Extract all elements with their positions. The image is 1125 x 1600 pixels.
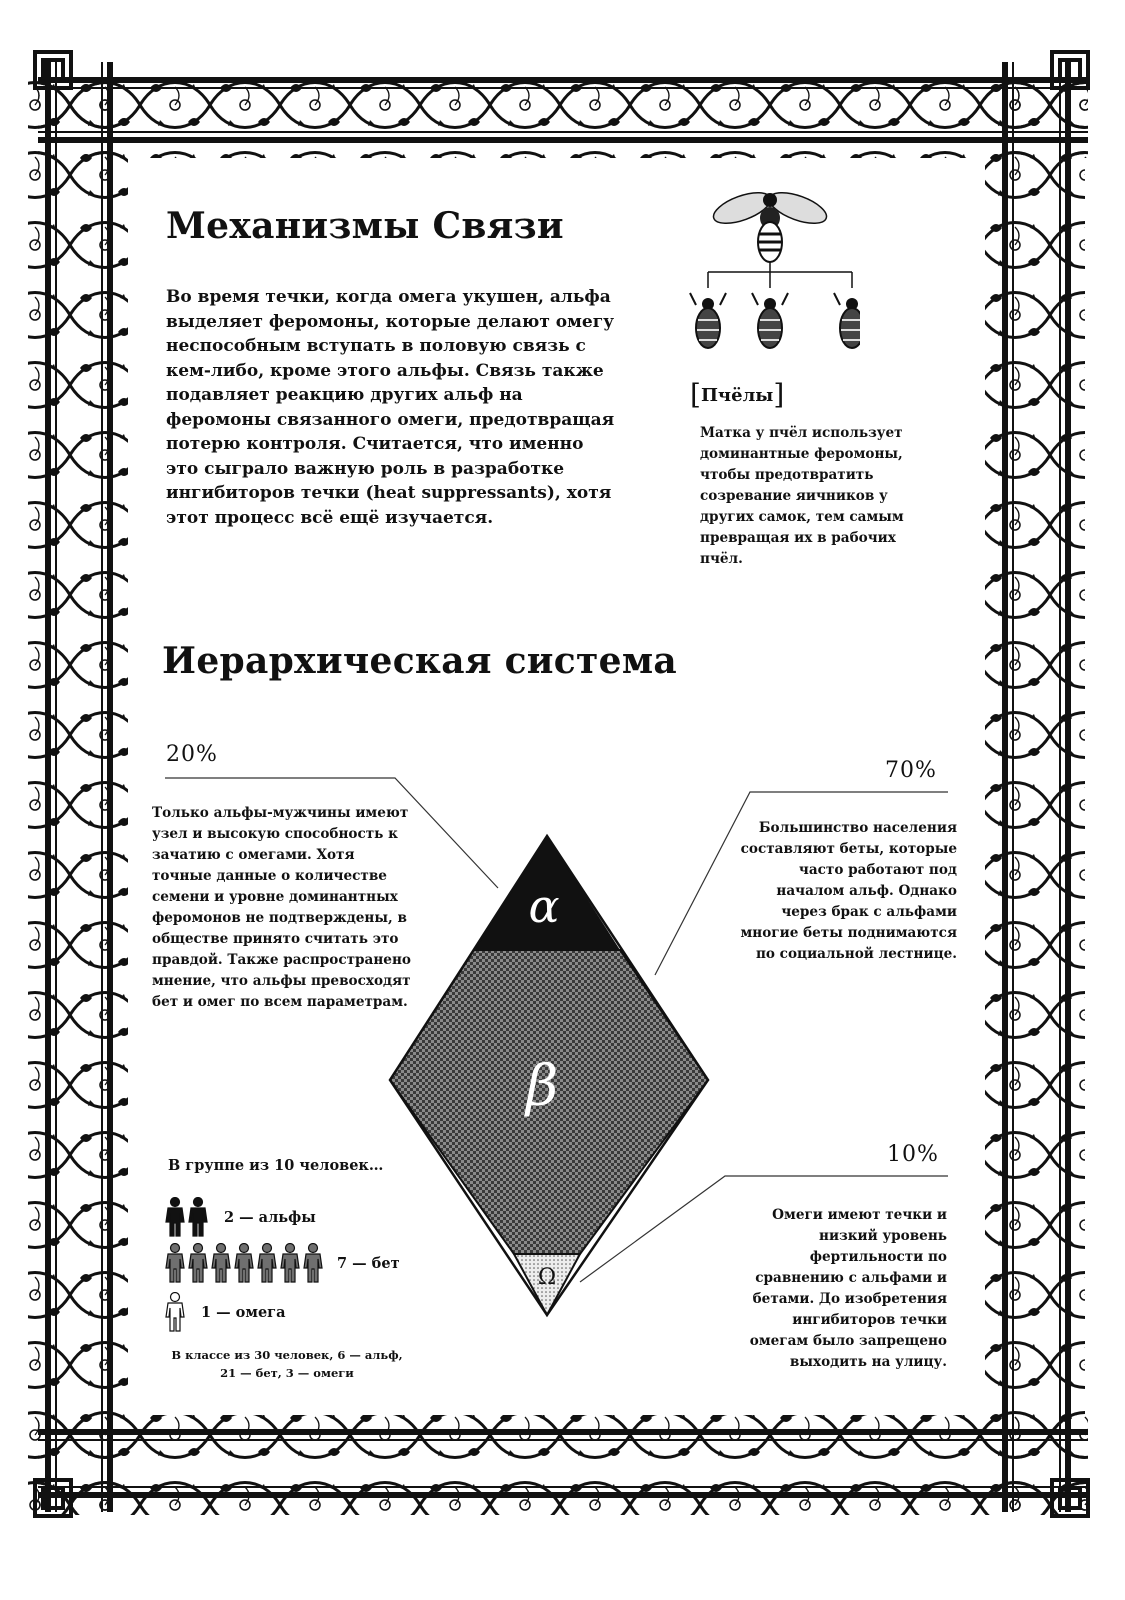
worker-bee-icon <box>834 293 860 348</box>
legend-row-omega <box>164 1292 285 1332</box>
group-heading: В группе из 10 человек… <box>168 1157 384 1174</box>
omega-description: Омеги имеют течки и низкий уровень фертильности по сравнению с альфами и бетами. До изобретения ингибиторов течки омегам было запрещено выходить на улицу. <box>749 1207 947 1370</box>
worker-bee-icon <box>690 293 726 348</box>
person-icon <box>233 1243 255 1283</box>
person-icon <box>302 1243 324 1283</box>
alpha-percent: 20% <box>166 742 218 767</box>
person-icon <box>256 1243 278 1283</box>
beta-symbol: β <box>525 1054 559 1119</box>
frame-right-band <box>985 62 1085 1512</box>
bees-paragraph: Матка у пчёл использует доминантные феромоны, чтобы предотвратить созревание яичников у других самок, тем самым превращая их в рабочих пчёл. <box>700 425 904 567</box>
beta-percent: 70% <box>885 758 937 783</box>
person-icon <box>164 1197 186 1237</box>
frame-left-band <box>28 62 128 1512</box>
alpha-description: Только альфы-мужчины имеют узел и высокую способность к зачатию с омегами. Хотя точные данные о количестве семени и уровне доминантных феромонов не подтверждены, в обществе принято считать это правдой. Также распространено мнение, что альфы превосходят бет и омег по всем параметрам. <box>152 805 411 1010</box>
section-title-hierarchy: Иерархическая система <box>162 640 678 682</box>
omega-symbol: Ω <box>537 1265 557 1290</box>
legend-alpha-label: 2 — альфы <box>224 1208 316 1226</box>
alpha-symbol: α <box>528 879 560 933</box>
person-icon <box>164 1292 186 1332</box>
queen-bee-icon <box>710 186 831 262</box>
person-icon <box>187 1197 209 1237</box>
beta-description: Большинство населения составляют беты, которые часто работают под началом альф. Однако через брак с альфами многие беты поднимаются по социальной лестнице. <box>740 820 957 962</box>
bond-mechanisms-paragraph: Во время течки, когда омега укушен, альфа выделяет феромоны, которые делают омегу неспособным вступать в половую связь с кем-либо, кроме этого альфы. Связь также подавляет реакцию других альф на феромоны связанного омеги, предотвращая потерю контроля. Считается, что именно это сыграло важную роль в разработке ингибиторов течки (heat suppressants), хотя этот процесс всё ещё изучается. <box>166 287 615 528</box>
legend-beta-label: 7 — бет <box>337 1254 400 1272</box>
person-icon <box>279 1243 301 1283</box>
bee-hierarchy-diagram <box>680 180 860 360</box>
worker-bee-icon <box>752 293 788 348</box>
omega-percent: 10% <box>887 1142 939 1167</box>
person-icon <box>210 1243 232 1283</box>
legend-row-alpha <box>164 1197 316 1237</box>
frame-bottom-band <box>38 1415 1088 1515</box>
section-title-bond-mechanisms: Механизмы Связи <box>166 205 564 247</box>
person-icon <box>187 1243 209 1283</box>
frame-top-band <box>38 62 1088 158</box>
person-icon <box>164 1243 186 1283</box>
legend-row-beta <box>164 1243 400 1283</box>
bees-label: [Пчёлы] <box>690 378 785 411</box>
class-note: В классе из 30 человек, 6 — альф, 21 — бет, 3 — омеги <box>171 1348 403 1380</box>
legend-omega-label: 1 — омега <box>201 1303 286 1321</box>
